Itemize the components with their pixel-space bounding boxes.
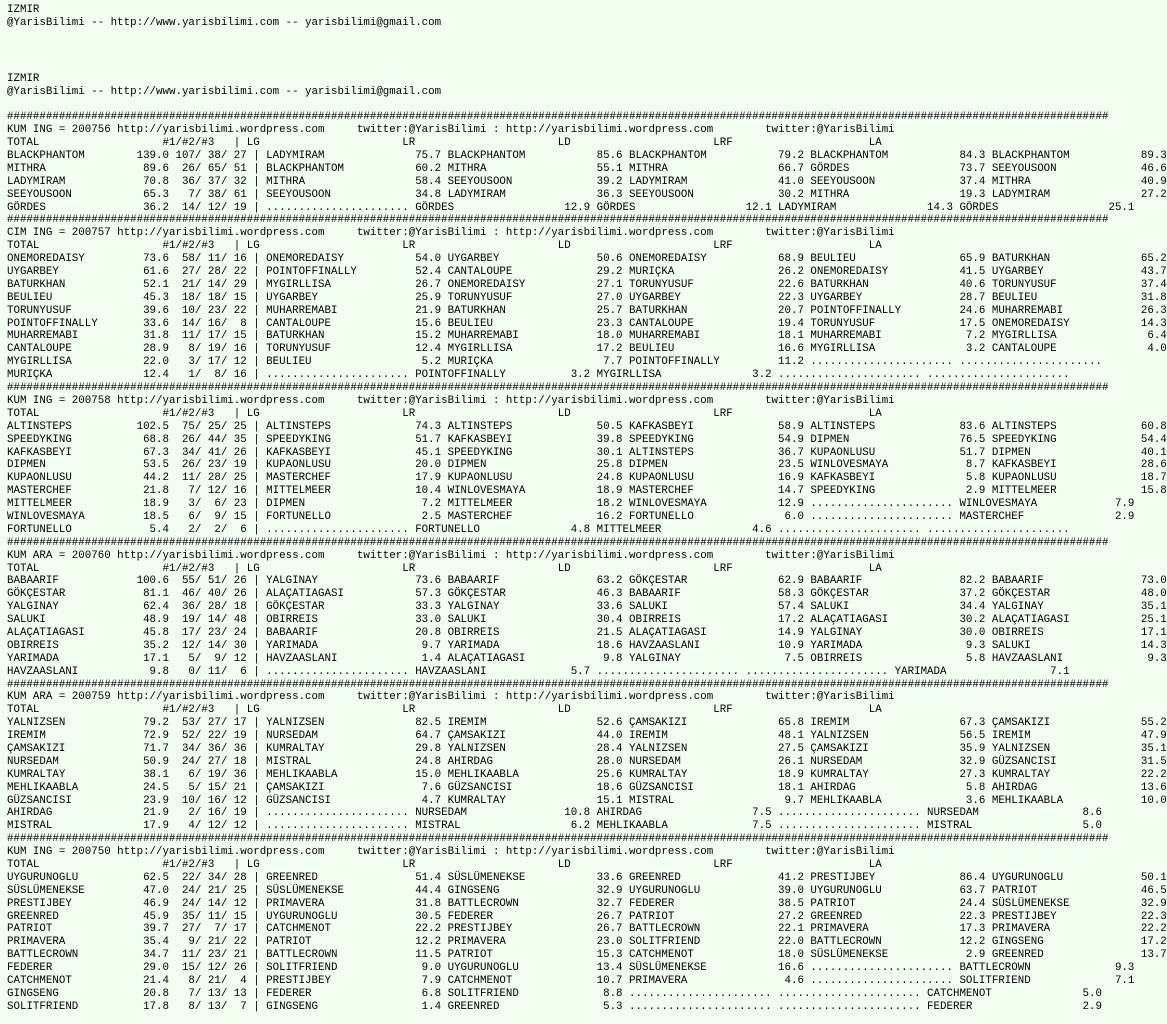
separator-line: ########################################################################################################################################################################## — [7, 678, 1109, 691]
race-header: CIM ING = 200757 http://yarisbilimi.wordpress.com twitter:@YarisBilimi : http://yarisbilimi.wordpress.com twitter:@YarisBilimi — [7, 227, 895, 240]
table-row: SOLITFRIEND 17.8 8/ 13/ 7 | GINGSENG 1.4 GREENRED 5.3 ...................... ...................... FEDERER 2.9 — [7, 1000, 1102, 1013]
table-row: KUMRALTAY 38.1 6/ 19/ 36 | MEHLIKAABLA 15.0 MEHLIKAABLA 25.6 KUMRALTAY 18.9 KUMRALTAY 27.3 KUMRALTAY 22.2 — [7, 768, 1167, 781]
table-row: MISTRAL 17.9 4/ 12/ 12 | ...................... MISTRAL 6.2 MEHLIKAABLA 7.5 ...................... MISTRAL 5.0 — [7, 820, 1102, 833]
table-row: YALGINAY 62.4 36/ 28/ 18 | GÖKÇESTAR 33.3 YALGINAY 33.6 SALUKI 57.4 SALUKI 34.4 YALGINAY 35.1 — [7, 601, 1167, 614]
race-header: KUM ING = 200756 http://yarisbilimi.wordpress.com twitter:@YarisBilimi : http://yarisbilimi.wordpress.com twitter:@YarisBilimi — [7, 124, 895, 137]
table-row: ONEMOREDAISY 73.6 58/ 11/ 16 | ONEMOREDAISY 54.0 UYGARBEY 50.6 ONEMOREDAISY 68.9 BEULIEU 65.9 BATURKHAN 65.2 — [7, 253, 1167, 266]
table-row: BABAARIF 100.6 55/ 51/ 26 | YALGINAY 73.6 BABAARIF 63.2 GÖKÇESTAR 62.9 BABAARIF 82.2 BABAARIF 73.0 — [7, 575, 1167, 588]
table-row: YARIMADA 17.1 5/ 9/ 12 | HAVZAASLANI 1.4 ALAÇATIAGASI 9.8 YALGINAY 7.5 OBIRREIS 5.8 HAVZAASLANI 9.3 — [7, 652, 1167, 665]
table-row: TORUNYUSUF 39.6 10/ 23/ 22 | MUHARREMABI 21.9 BATURKHAN 25.7 BATURKHAN 20.7 POINTOFFINALLY 24.6 MUHARREMABI 26.3 — [7, 304, 1167, 317]
table-row: ALTINSTEPS 102.5 75/ 25/ 25 | ALTINSTEPS 74.3 ALTINSTEPS 50.5 KAFKASBEYI 58.9 ALTINSTEPS 83.6 ALTINSTEPS 60.8 — [7, 420, 1167, 433]
race-block — [7, 691, 1167, 833]
table-row: MITTELMEER 18.9 3/ 6/ 23 | DIPMEN 7.2 MITTELMEER 18.2 WINLOVESMAYA 12.9 ...................... WINLOVESMAYA 7.9 — [7, 498, 1135, 511]
table-row: PRESTIJBEY 46.9 24/ 14/ 12 | PRIMAVERA 31.8 BATTLECROWN 32.7 FEDERER 38.5 PATRIOT 24.4 SÜSLÜMENEKSE 32.9 — [7, 897, 1167, 910]
table-row: KAFKASBEYI 67.3 34/ 41/ 26 | KAFKASBEYI 45.1 SPEEDYKING 30.1 ALTINSTEPS 36.7 KUPAONLUSU 51.7 DIPMEN 40.1 — [7, 446, 1167, 459]
table-row: BLACKPHANTOM 139.0 107/ 38/ 27 | LADYMIRAM 75.7 BLACKPHANTOM 85.6 BLACKPHANTOM 79.2 BLACKPHANTOM 84.3 BLACKPHANTOM 89.3 — [7, 150, 1167, 163]
table-row: MEHLIKAABLA 24.5 5/ 15/ 21 | ÇAMSAKIZI 7.6 GÜZSANCISI 18.6 GÜZSANCISI 18.1 AHIRDAG 5.8 AHIRDAG 13.6 — [7, 781, 1167, 794]
blank-line — [7, 98, 1002, 111]
table-row: SEEYOUSOON 65.3 7/ 38/ 61 | SEEYOUSOON 34.8 LADYMIRAM 36.3 SEEYOUSOON 30.2 MITHRA 19.3 LADYMIRAM 27.2 — [7, 188, 1167, 201]
table-row: PRIMAVERA 35.4 9/ 21/ 22 | PATRIOT 12.2 PRIMAVERA 23.0 SOLITFRIEND 22.0 BATTLECROWN 12.2 GINGSENG 17.2 — [7, 936, 1167, 949]
table-row: SÜSLÜMENEKSE 47.0 24/ 21/ 25 | SÜSLÜMENEKSE 44.4 GINGSENG 32.9 UYGURUNOGLU 39.0 UYGURUNOGLU 63.7 PATRIOT 46.5 — [7, 884, 1167, 897]
race-header: KUM ARA = 200760 http://yarisbilimi.wordpress.com twitter:@YarisBilimi : http://yarisbilimi.wordpress.com twitter:@YarisBilimi — [7, 549, 895, 562]
separator-line: ########################################################################################################################################################################## — [7, 111, 1109, 124]
city-title: IZMIR — [7, 4, 40, 16]
table-row: WINLOVESMAYA 18.5 6/ 9/ 15 | FORTUNELLO 2.5 MASTERCHEF 16.2 FORTUNELLO 6.0 ...................... MASTERCHEF 2.9 — [7, 510, 1135, 523]
table-row: BEULIEU 45.3 18/ 18/ 15 | UYGARBEY 25.9 TORUNYUSUF 27.0 UYGARBEY 22.3 UYGARBEY 28.7 BEULIEU 31.8 — [7, 291, 1167, 304]
separator-line: ########################################################################################################################################################################## — [7, 536, 1109, 549]
column-header: TOTAL #1/#2/#3 | LG LR LD LRF LA — [7, 137, 882, 150]
table-row: SPEEDYKING 68.8 26/ 44/ 35 | SPEEDYKING 51.7 KAFKASBEYI 39.8 SPEEDYKING 54.9 DIPMEN 76.5 SPEEDYKING 54.4 — [7, 433, 1167, 446]
table-row: KUPAONLUSU 44.2 11/ 28/ 25 | MASTERCHEF 17.9 KUPAONLUSU 24.8 KUPAONLUSU 16.9 KAFKASBEYI 5.8 KUPAONLUSU 18.7 — [7, 472, 1167, 485]
site-info: @YarisBilimi -- http://www.yarisbilimi.com -- yarisbilimi@gmail.com — [7, 16, 442, 29]
table-row: IREMIM 72.9 52/ 22/ 19 | NURSEDAM 64.7 ÇAMSAKIZI 44.0 IREMIM 48.1 YALNIZSEN 56.5 IREMIM 47.9 — [7, 730, 1167, 743]
table-row: AHIRDAG 21.9 2/ 16/ 19 | ...................... NURSEDAM 10.8 AHIRDAG 7.5 ...................... NURSEDAM 8.6 — [7, 807, 1102, 820]
table-row: GÖRDES 36.2 14/ 12/ 19 | ...................... GÖRDES 12.9 GÖRDES 12.1 LADYMIRAM 14.3 GÖRDES 25.1 — [7, 201, 1135, 214]
table-row: SALUKI 48.9 19/ 14/ 48 | OBIRREIS 33.0 SALUKI 30.4 OBIRREIS 17.2 ALAÇATIAGASI 30.2 ALAÇATIAGASI 25.1 — [7, 614, 1167, 627]
blank-gap — [7, 43, 1002, 73]
table-row: GÖKÇESTAR 81.1 46/ 40/ 26 | ALAÇATIAGASI 57.3 GÖKÇESTAR 46.3 BABAARIF 58.3 GÖKÇESTAR 37.2 GÖKÇESTAR 48.0 — [7, 588, 1167, 601]
race-header: KUM ING = 200750 http://yarisbilimi.wordpress.com twitter:@YarisBilimi : http://yarisbilimi.wordpress.com twitter:@YarisBilimi — [7, 846, 895, 859]
table-row: NURSEDAM 50.9 24/ 27/ 18 | MISTRAL 24.8 AHIRDAG 28.0 NURSEDAM 26.1 NURSEDAM 32.9 GÜZSANCISI 31.5 — [7, 755, 1167, 768]
table-row: FORTUNELLO 5.4 2/ 2/ 6 | ...................... FORTUNELLO 4.8 MITTELMEER 4.6 ...................... ...................... — [7, 523, 1070, 536]
table-row: YALNIZSEN 79.2 53/ 27/ 17 | YALNIZSEN 82.5 IREMIM 52.6 ÇAMSAKIZI 65.8 IREMIM 67.3 ÇAMSAKIZI 55.2 — [7, 717, 1167, 730]
table-row: DIPMEN 53.5 26/ 23/ 19 | KUPAONLUSU 20.0 DIPMEN 25.8 DIPMEN 23.5 WINLOVESMAYA 8.7 KAFKASBEYI 28.6 — [7, 459, 1167, 472]
table-row: CATCHMENOT 21.4 8/ 21/ 4 | PRESTIJBEY 7.9 CATCHMENOT 10.7 PRIMAVERA 4.6 ...................... SOLITFRIEND 7.1 — [7, 975, 1135, 988]
table-row: GREENRED 45.9 35/ 11/ 15 | UYGURUNOGLU 30.5 FEDERER 26.7 PATRIOT 27.2 GREENRED 22.3 PRESTIJBEY 22.3 — [7, 910, 1167, 923]
table-row: MUHARREMABI 31.8 11/ 17/ 15 | BATURKHAN 15.2 MUHARREMABI 18.0 MUHARREMABI 18.1 MUHARREMABI 7.2 MYGIRLLISA 6.4 — [7, 330, 1167, 343]
column-header: TOTAL #1/#2/#3 | LG LR LD LRF LA — [7, 562, 882, 575]
table-row: POINTOFFINALLY 33.6 14/ 16/ 8 | CANTALOUPE 15.6 BEULIEU 23.3 CANTALOUPE 19.4 TORUNYUSUF 17.5 ONEMOREDAISY 14.3 — [7, 317, 1167, 330]
table-row: UYGURUNOGLU 62.5 22/ 34/ 28 | GREENRED 51.4 SÜSLÜMENEKSE 33.6 GREENRED 41.2 PRESTIJBEY 86.4 UYGURUNOGLU 50.1 — [7, 871, 1167, 884]
table-row: LADYMIRAM 70.8 36/ 37/ 32 | MITHRA 58.4 SEEYOUSOON 39.2 LADYMIRAM 41.0 SEEYOUSOON 37.4 MITHRA 40.9 — [7, 175, 1167, 188]
race-block — [7, 394, 1167, 537]
race-tables — [7, 111, 1167, 1013]
race-header: KUM ING = 200758 http://yarisbilimi.wordpress.com twitter:@YarisBilimi : http://yarisbilimi.wordpress.com twitter:@YarisBilimi — [7, 394, 895, 407]
race-block — [7, 124, 1167, 214]
separator-line: ########################################################################################################################################################################## — [7, 833, 1109, 846]
column-header: TOTAL #1/#2/#3 | LG LR LD LRF LA — [7, 240, 882, 253]
table-row: BATURKHAN 52.1 21/ 14/ 29 | MYGIRLLISA 26.7 ONEMOREDAISY 27.1 TORUNYUSUF 22.6 BATURKHAN 40.6 TORUNYUSUF 37.4 — [7, 278, 1167, 291]
table-row: FEDERER 29.0 15/ 12/ 26 | SOLITFRIEND 9.0 UYGURUNOGLU 13.4 SÜSLÜMENEKSE 16.6 ...................... BATTLECROWN 9.3 — [7, 962, 1135, 975]
table-row: ALAÇATIAGASI 45.8 17/ 23/ 24 | BABAARIF 20.8 OBIRREIS 21.5 ALAÇATIAGASI 14.9 YALGINAY 30.0 OBIRREIS 17.1 — [7, 626, 1167, 639]
table-row: UYGARBEY 61.6 27/ 28/ 22 | POINTOFFINALLY 52.4 CANTALOUPE 29.2 MURIÇKA 26.2 ONEMOREDAISY 41.5 UYGARBEY 43.7 — [7, 266, 1167, 279]
site-info-repeat: @YarisBilimi -- http://www.yarisbilimi.com -- yarisbilimi@gmail.com — [7, 85, 442, 98]
column-header: TOTAL #1/#2/#3 | LG LR LD LRF LA — [7, 407, 882, 420]
separator-line: ########################################################################################################################################################################## — [7, 382, 1109, 395]
race-block — [7, 549, 1167, 679]
table-row: MYGIRLLISA 22.0 3/ 17/ 12 | BEULIEU 5.2 MURIÇKA 7.7 POINTOFFINALLY 11.2 ...................... ...................... — [7, 356, 1102, 369]
table-row: BATTLECROWN 34.7 11/ 23/ 21 | BATTLECROWN 11.5 PATRIOT 15.3 CATCHMENOT 18.0 SÜSLÜMENEKSE 2.9 GREENRED 13.7 — [7, 949, 1167, 962]
city-title-repeat: IZMIR — [7, 72, 40, 85]
table-row: MASTERCHEF 21.8 7/ 12/ 16 | MITTELMEER 10.4 WINLOVESMAYA 18.9 MASTERCHEF 14.7 SPEEDYKING 2.9 MITTELMEER 15.8 — [7, 485, 1167, 498]
race-header: KUM ARA = 200759 http://yarisbilimi.wordpress.com twitter:@YarisBilimi : http://yarisbilimi.wordpress.com twitter:@YarisBilimi — [7, 691, 895, 704]
race-block — [7, 227, 1167, 382]
table-row: GÜZSANCISI 23.9 10/ 16/ 12 | GÜZSANCISI 4.7 KUMRALTAY 15.1 MISTRAL 9.7 MEHLIKAABLA 3.6 MEHLIKAABLA 10.0 — [7, 794, 1167, 807]
race-block — [7, 846, 1167, 1014]
table-row: ÇAMSAKIZI 71.7 34/ 36/ 36 | KUMRALTAY 29.8 YALNIZSEN 28.4 YALNIZSEN 27.5 ÇAMSAKIZI 35.9 YALNIZSEN 35.1 — [7, 742, 1167, 755]
table-row: MURIÇKA 12.4 1/ 8/ 16 | ...................... POINTOFFINALLY 3.2 MYGIRLLISA 3.2 ...................... ...................... — [7, 369, 1070, 382]
table-row: HAVZAASLANI 9.8 0/ 11/ 6 | ...................... HAVZAASLANI 5.7 ...................... ...................... YARIMADA 7.1 — [7, 665, 1070, 678]
table-row: CANTALOUPE 28.9 8/ 19/ 16 | TORUNYUSUF 12.4 MYGIRLLISA 17.2 BEULIEU 16.6 MYGIRLLISA 3.2 CANTALOUPE 4.0 — [7, 343, 1167, 356]
table-row: PATRIOT 39.7 27/ 7/ 17 | CATCHMENOT 22.2 PRESTIJBEY 26.7 BATTLECROWN 22.1 PRIMAVERA 17.3 PRIMAVERA 22.2 — [7, 923, 1167, 936]
table-row: MITHRA 89.6 26/ 65/ 51 | BLACKPHANTOM 60.2 MITHRA 55.1 MITHRA 66.7 GÖRDES 73.7 SEEYOUSOON 46.6 — [7, 162, 1167, 175]
table-row: OBIRREIS 35.2 12/ 14/ 30 | YARIMADA 9.7 YARIMADA 18.6 HAVZAASLANI 10.9 YARIMADA 9.3 SALUKI 14.3 — [7, 639, 1167, 652]
blank-line — [7, 30, 1002, 43]
column-header: TOTAL #1/#2/#3 | LG LR LD LRF LA — [7, 704, 882, 717]
table-row: GINGSENG 20.8 7/ 13/ 13 | FEDERER 6.8 SOLITFRIEND 8.8 ...................... ...................... CATCHMENOT 5.0 — [7, 987, 1102, 1000]
separator-line: ########################################################################################################################################################################## — [7, 214, 1109, 227]
column-header: TOTAL #1/#2/#3 | LG LR LD LRF LA — [7, 859, 882, 871]
